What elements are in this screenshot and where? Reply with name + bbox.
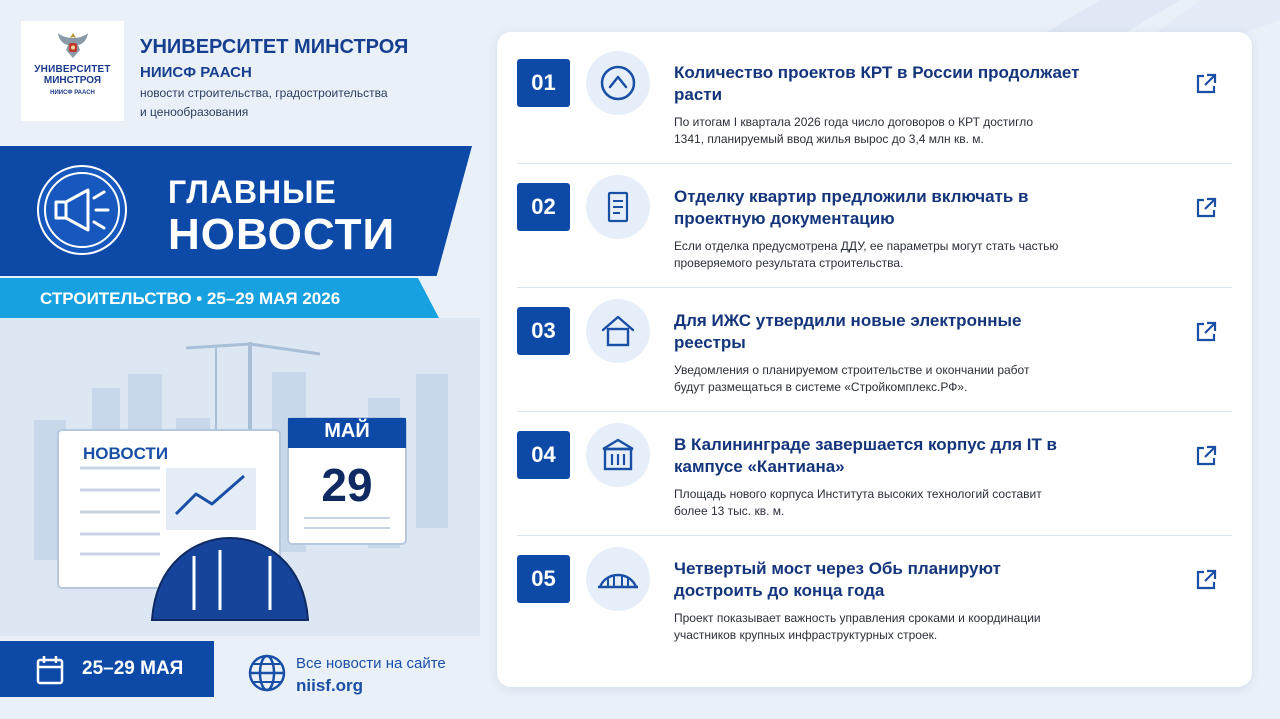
site-link[interactable]: niisf.org bbox=[296, 676, 364, 695]
document-icon bbox=[599, 188, 637, 226]
chart-up-icon bbox=[599, 64, 637, 102]
date-range: 25–29 МАЯ bbox=[82, 658, 184, 679]
news-icon-circle bbox=[586, 51, 650, 115]
news-desc-line1: Проект показывает важность управления сроками и координации bbox=[674, 611, 1041, 625]
calendar-day: 29 bbox=[321, 459, 373, 511]
news-desc-line2: будут размещаться в системе «Стройкомплекс.РФ». bbox=[674, 380, 968, 394]
news-item bbox=[497, 40, 1252, 164]
bridge-icon bbox=[596, 559, 640, 599]
external-link-icon[interactable] bbox=[1194, 444, 1218, 468]
ribbon-text: СТРОИТЕЛЬСТВО • 25–29 МАЯ 2026 bbox=[40, 289, 341, 308]
news-desc-line1: Уведомления о планируемом строительстве и окончании работ bbox=[674, 363, 1030, 377]
news-title[interactable]: В Калининграде завершается корпус для IT в кампусе «Кантиана» bbox=[674, 435, 1058, 476]
news-desc-line2: участников крупных инфраструктурных строек. bbox=[674, 628, 938, 642]
external-link-icon[interactable] bbox=[1194, 320, 1218, 344]
news-item bbox=[497, 412, 1252, 536]
calendar-icon bbox=[36, 655, 64, 685]
news-number: 05 bbox=[517, 555, 570, 603]
globe-icon bbox=[248, 654, 286, 692]
news-panel bbox=[497, 32, 1252, 687]
news-title[interactable]: Количество проектов КРТ в России продолжает расти bbox=[674, 63, 1080, 104]
news-number: 02 bbox=[517, 183, 570, 231]
news-description bbox=[674, 114, 1124, 148]
header-desc-line1: новости строительства, градостроительства bbox=[140, 86, 388, 100]
news-number: 01 bbox=[517, 59, 570, 107]
news-desc-line1: По итогам I квартала 2026 года число договоров о КРТ достигло bbox=[674, 115, 1034, 129]
university-icon bbox=[598, 435, 638, 475]
logo-text-line1: УНИВЕРСИТЕТ bbox=[34, 64, 111, 75]
news-number: 04 bbox=[517, 431, 570, 479]
news-icon-circle bbox=[586, 423, 650, 487]
header-subtitle: НИИСФ РААСН bbox=[140, 64, 252, 81]
house-icon bbox=[598, 311, 638, 351]
news-desc-line2: 1341, планируемый ввод жилья вырос до 3,4 млн кв. м. bbox=[674, 132, 984, 146]
calendar-month: МАЙ bbox=[324, 420, 370, 442]
banner-title-line1: ГЛАВНЫЕ bbox=[168, 174, 337, 210]
news-title[interactable]: Отделку квартир предложили включать в проектную документацию bbox=[674, 187, 1029, 228]
megaphone-icon bbox=[36, 164, 128, 256]
news-desc-line1: Площадь нового корпуса Института высоких технологий составит bbox=[674, 487, 1042, 501]
news-item bbox=[497, 536, 1252, 660]
news-description bbox=[674, 486, 1124, 520]
news-icon-circle bbox=[586, 299, 650, 363]
news-item bbox=[497, 164, 1252, 288]
logo-text-line2: МИНСТРОЯ bbox=[43, 75, 102, 86]
news-desc-line1: Если отделка предусмотрена ДДУ, ее параметры могут стать частью bbox=[674, 239, 1059, 253]
news-illustration bbox=[0, 318, 480, 638]
news-title[interactable]: Для ИЖС утвердили новые электронные реестры bbox=[674, 311, 1022, 352]
logo-text-line3: НИИСФ РААСН bbox=[50, 90, 95, 96]
news-item bbox=[497, 288, 1252, 412]
news-title[interactable]: Четвертый мост через Обь планируют достроить до конца года bbox=[674, 559, 1001, 600]
illustration-card-label: НОВОСТИ bbox=[83, 444, 169, 463]
news-desc-line2: более 13 тыс. кв. м. bbox=[674, 504, 785, 518]
news-icon-circle bbox=[586, 547, 650, 611]
header-title: УНИВЕРСИТЕТ МИНСТРОЯ bbox=[140, 36, 409, 58]
banner-title-line2: НОВОСТИ bbox=[168, 210, 396, 259]
news-number: 03 bbox=[517, 307, 570, 355]
header-description bbox=[140, 84, 440, 122]
header-desc-line2: и ценообразования bbox=[140, 105, 249, 119]
news-icon-circle bbox=[586, 175, 650, 239]
news-description bbox=[674, 362, 1124, 396]
news-description bbox=[674, 238, 1124, 272]
news-description bbox=[674, 610, 1124, 644]
external-link-icon[interactable] bbox=[1194, 568, 1218, 592]
logo bbox=[21, 21, 124, 121]
eagle-emblem-icon bbox=[56, 30, 90, 62]
site-caption: Все новости на сайте bbox=[296, 655, 446, 672]
news-desc-line2: проверяемого результата строительства. bbox=[674, 256, 904, 270]
external-link-icon[interactable] bbox=[1194, 72, 1218, 96]
external-link-icon[interactable] bbox=[1194, 196, 1218, 220]
